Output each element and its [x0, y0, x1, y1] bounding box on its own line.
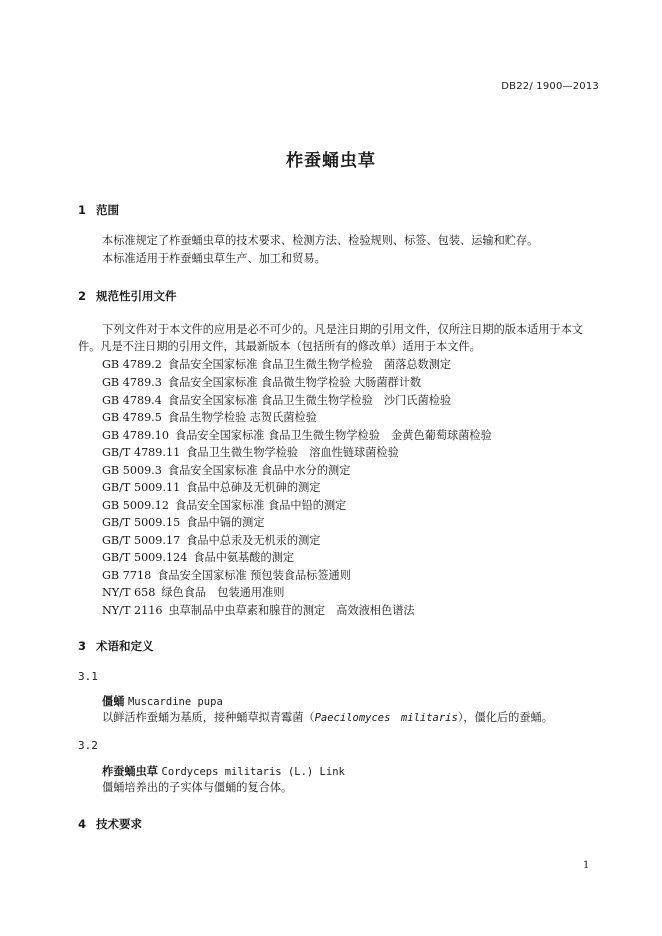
section-4-heading [78, 816, 142, 832]
section-title: 规范性引用文件 [96, 289, 177, 303]
reference-item [102, 584, 284, 600]
reference-code: NY/T 658 [102, 586, 156, 599]
reference-item [102, 602, 415, 618]
reference-item [102, 514, 265, 530]
section-number: 4 [78, 817, 87, 831]
reference-title: 食品安全国家标准 食品卫生微生物学检验 金黄色葡萄球菌检验 [174, 429, 492, 442]
section-title: 术语和定义 [96, 639, 154, 653]
reference-item [102, 549, 294, 565]
section-number: 1 [78, 203, 87, 217]
reference-title: 食品安全国家标准 预包装食品标签通则 [157, 569, 351, 582]
references-intro: 下列文件对于本文件的应用是必不可少的。凡是注日期的引用文件，仅所注日期的版本适用于本文件。凡是不注日期的引用文件，其最新版本（包括所有的修改单）适用于本文件。 [78, 323, 584, 353]
term-3-1-definition [102, 710, 553, 726]
term-zh: 僵蛹 [102, 694, 125, 708]
definition-text: ），僵化后的蚕蛹。 [457, 711, 553, 724]
section-2-heading [78, 288, 177, 304]
reference-title: 食品卫生微生物学检验 溶血性链球菌检验 [186, 446, 399, 459]
reference-code: GB/T 5009.11 [102, 481, 181, 494]
reference-code: NY/T 2116 [102, 604, 163, 617]
reference-item [102, 427, 492, 443]
term-en: Cordyceps militaris (L.) Link [161, 766, 345, 778]
reference-title: 食品中总砷及无机砷的测定 [186, 481, 321, 494]
section-number: 2 [78, 289, 87, 303]
reference-code: GB/T 5009.15 [102, 516, 181, 529]
section-number: 3 [78, 639, 87, 653]
reference-item [102, 374, 421, 390]
subsection-number-3-2: 3.2 [78, 739, 98, 752]
section-title: 范围 [96, 203, 119, 217]
term-3-1 [102, 693, 223, 709]
reference-title: 食品中镉的测定 [186, 516, 265, 529]
reference-title: 食品安全国家标准 食品卫生微生物学检验 菌落总数测定 [167, 358, 452, 371]
reference-code: GB 4789.10 [102, 429, 169, 442]
term-en: Muscardine pupa [127, 696, 223, 708]
term-zh: 柞蚕蛹虫草 [102, 764, 158, 778]
reference-item [102, 532, 320, 548]
reference-code: GB 4789.5 [102, 411, 162, 424]
reference-title: 食品安全国家标准 食品中水分的测定 [167, 464, 351, 477]
reference-item [102, 567, 351, 583]
term-3-2-definition: 僵蛹培养出的子实体与僵蛹的复合体。 [102, 781, 293, 794]
reference-code: GB 4789.3 [102, 376, 162, 389]
reference-code: GB/T 5009.124 [102, 551, 188, 564]
reference-item [102, 409, 317, 425]
scope-paragraph-2: 本标准适用于柞蚕蛹虫草生产、加工和贸易。 [102, 252, 326, 265]
reference-code: GB 7718 [102, 569, 152, 582]
document-code: DB22/ 1900—2013 [501, 81, 599, 92]
reference-code: GB 5009.12 [102, 499, 169, 512]
reference-title: 食品生物学检验 志贺氏菌检验 [167, 411, 317, 424]
reference-title: 绿色食品 包装通用准则 [161, 586, 285, 599]
page-title: 柞蚕蛹虫草 [286, 151, 376, 171]
reference-item [102, 497, 346, 513]
latin-name: Paecilomyces militaris [314, 712, 458, 724]
definition-text: 以鲜活柞蚕蛹为基质，接种蛹草拟青霉菌（ [102, 711, 315, 724]
reference-code: GB/T 4789.11 [102, 446, 181, 459]
reference-item [102, 392, 451, 408]
reference-title: 食品安全国家标准 食品中铅的测定 [174, 499, 347, 512]
section-3-heading [78, 638, 154, 654]
reference-code: GB 4789.4 [102, 394, 162, 407]
subsection-number-3-1: 3.1 [78, 670, 98, 683]
scope-paragraph-1: 本标准规定了柞蚕蛹虫草的技术要求、检测方法、检验规则、标签、包装、运输和贮存。 [102, 234, 539, 247]
section-title: 技术要求 [96, 817, 142, 831]
reference-title: 食品安全国家标准 食品微生物学检验 大肠菌群计数 [167, 376, 422, 389]
reference-item [102, 462, 350, 478]
reference-code: GB 5009.3 [102, 464, 162, 477]
reference-item [102, 356, 451, 372]
term-3-2 [102, 763, 345, 779]
reference-code: GB/T 5009.17 [102, 534, 181, 547]
reference-item [102, 444, 399, 460]
page-number: 1 [583, 860, 590, 871]
reference-title: 食品中氨基酸的测定 [193, 551, 295, 564]
section-1-heading [78, 202, 119, 218]
reference-code: GB 4789.2 [102, 358, 162, 371]
reference-title: 食品中总汞及无机汞的测定 [186, 534, 321, 547]
reference-title: 虫草制品中虫草素和腺苷的测定 高效液相色谱法 [168, 604, 415, 617]
reference-item [102, 479, 320, 495]
reference-title: 食品安全国家标准 食品卫生微生物学检验 沙门氏菌检验 [167, 394, 452, 407]
